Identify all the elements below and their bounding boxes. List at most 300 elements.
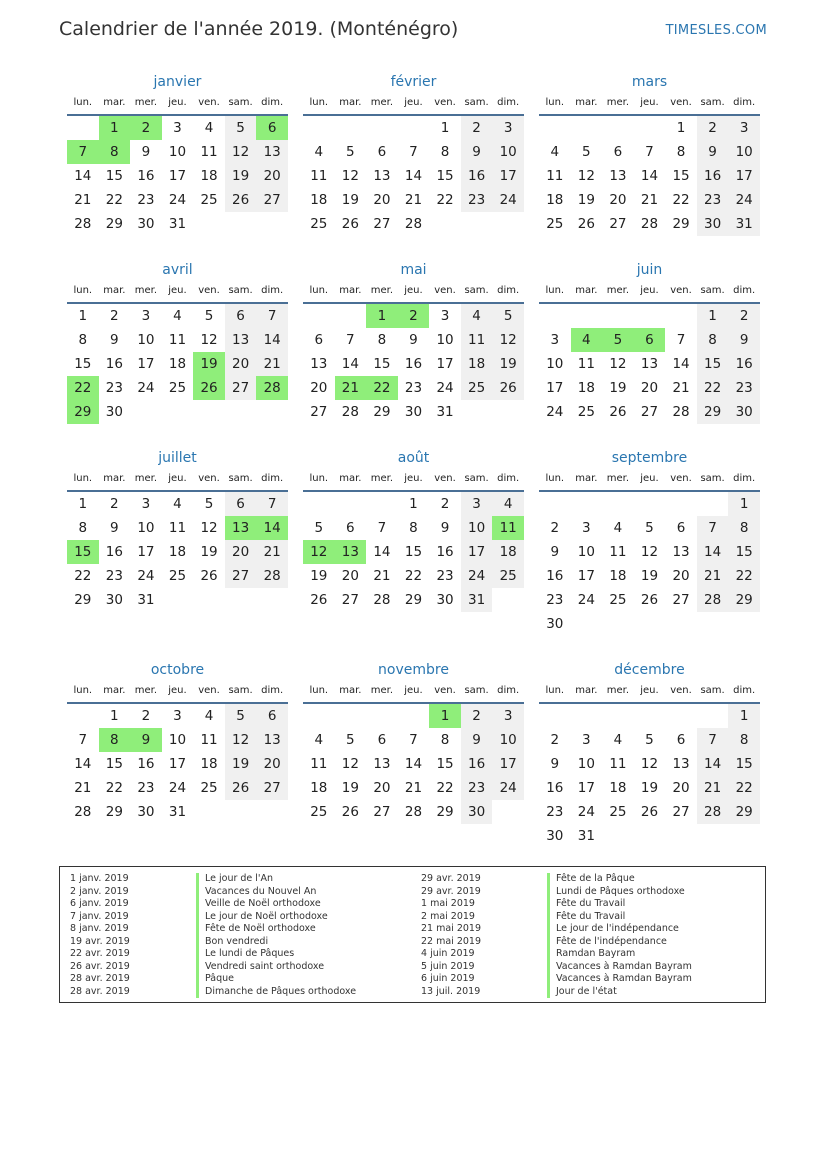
day-cell: 2 — [398, 304, 430, 328]
day-cell: 19 — [640, 568, 659, 584]
day-cell: 26 — [341, 804, 359, 820]
day-cell: 31 — [168, 216, 187, 232]
week-row — [539, 304, 760, 328]
weekday-label: jeu. — [404, 473, 423, 484]
day-cell: 18 — [168, 356, 187, 372]
day-cell: 11 — [609, 544, 627, 560]
day-cell: 19 — [310, 568, 328, 584]
legend-date: 29 avr. 2019 — [421, 873, 481, 884]
legend-row — [411, 923, 692, 936]
month-calendar — [67, 658, 288, 848]
day-cell: 19 — [225, 164, 257, 188]
legend-date: 28 avr. 2019 — [70, 985, 130, 997]
weekday-label: dim. — [261, 97, 284, 108]
week-row — [303, 492, 524, 516]
day-cell: 24 — [728, 188, 760, 212]
empty-cell — [67, 704, 99, 728]
day-cell: 28 — [256, 564, 288, 588]
day-cell: 17 — [168, 168, 187, 184]
day-cell: 10 — [461, 516, 493, 540]
empty-cell — [303, 304, 335, 328]
day-cell: 9 — [110, 332, 119, 348]
day-cell: 6 — [613, 144, 623, 160]
day-cell: 26 — [225, 776, 257, 800]
weekday-label: mer. — [134, 685, 158, 696]
weekday-label: dim. — [497, 285, 520, 296]
week-row — [303, 704, 524, 728]
day-cell: 4 — [173, 496, 182, 512]
weekday-label: mer. — [370, 685, 394, 696]
weekday-header — [303, 470, 524, 492]
day-cell: 15 — [728, 540, 760, 564]
empty-cell — [571, 612, 603, 636]
day-cell: 22 — [67, 376, 99, 400]
day-cell: 28 — [74, 216, 92, 232]
day-cell: 28 — [697, 800, 729, 824]
day-cell: 20 — [310, 380, 328, 396]
weekday-label: lun. — [545, 473, 565, 484]
day-cell: 14 — [256, 516, 288, 540]
day-cell: 27 — [373, 216, 391, 232]
weekday-label: sam. — [464, 285, 489, 296]
weekday-label: dim. — [497, 685, 520, 696]
day-cell: 16 — [728, 352, 760, 376]
day-cell: 27 — [672, 804, 690, 820]
day-cell: 11 — [310, 756, 328, 772]
day-cell: 7 — [676, 332, 686, 348]
week-row — [67, 564, 288, 588]
day-cell: 28 — [640, 216, 659, 232]
weekday-label: jeu. — [404, 685, 423, 696]
weekday-label: lun. — [73, 97, 93, 108]
day-cell: 20 — [373, 192, 391, 208]
day-cell: 15 — [697, 352, 729, 376]
empty-cell — [634, 492, 666, 516]
legend-date: 13 juil. 2019 — [421, 985, 481, 997]
day-cell: 18 — [168, 544, 187, 560]
legend-holiday-name: Bon vendredi — [196, 936, 268, 949]
empty-cell — [303, 704, 335, 728]
day-cell: 24 — [492, 188, 524, 212]
week-row — [303, 140, 524, 164]
weekday-label: sam. — [464, 473, 489, 484]
day-cell: 2 — [461, 116, 493, 140]
day-cell: 12 — [225, 140, 257, 164]
week-row — [303, 164, 524, 188]
day-cell: 2 — [697, 116, 729, 140]
day-cell: 2 — [550, 520, 560, 536]
day-cell: 3 — [141, 496, 151, 512]
weekday-label: sam. — [700, 685, 725, 696]
legend-date: 6 janv. 2019 — [70, 898, 129, 909]
day-cell: 17 — [492, 164, 524, 188]
weekday-label: mer. — [134, 97, 158, 108]
legend-row — [411, 873, 692, 886]
day-cell: 9 — [461, 140, 493, 164]
month-calendar — [539, 446, 760, 658]
day-cell: 24 — [492, 776, 524, 800]
day-cell: 21 — [697, 776, 729, 800]
empty-cell — [303, 116, 335, 140]
week-row — [303, 776, 524, 800]
empty-cell — [665, 704, 697, 728]
day-cell: 25 — [609, 592, 627, 608]
day-cell: 24 — [168, 780, 187, 796]
day-cell: 1 — [78, 308, 88, 324]
day-cell: 4 — [571, 328, 603, 352]
legend-holiday-name: Pâque — [196, 973, 234, 986]
empty-cell — [225, 400, 257, 424]
day-cell: 6 — [676, 732, 686, 748]
weekday-label: sam. — [228, 285, 253, 296]
day-cell: 11 — [310, 168, 328, 184]
day-cell: 1 — [366, 304, 398, 328]
week-row — [67, 116, 288, 140]
day-cell: 11 — [461, 328, 493, 352]
day-cell: 14 — [697, 752, 729, 776]
day-cell: 23 — [404, 380, 423, 396]
site-link[interactable]: TIMESLES.COM — [665, 23, 767, 38]
day-cell: 28 — [404, 216, 423, 232]
empty-cell — [256, 212, 288, 236]
weekday-label: mar. — [575, 685, 598, 696]
day-cell: 25 — [310, 804, 328, 820]
day-cell: 4 — [314, 144, 324, 160]
day-cell: 29 — [728, 588, 760, 612]
day-cell: 15 — [67, 540, 99, 564]
empty-cell — [193, 800, 225, 824]
day-cell: 17 — [492, 752, 524, 776]
day-cell: 22 — [728, 776, 760, 800]
week-row — [303, 588, 524, 612]
day-cell: 27 — [256, 776, 288, 800]
weekday-label: dim. — [733, 685, 756, 696]
day-cell: 5 — [582, 144, 591, 160]
day-cell: 10 — [728, 140, 760, 164]
weekday-label: ven. — [434, 285, 456, 296]
weekday-header — [67, 470, 288, 492]
empty-cell — [728, 612, 760, 636]
day-cell: 16 — [461, 164, 493, 188]
legend-row — [60, 873, 356, 886]
week-row — [539, 540, 760, 564]
day-cell: 25 — [609, 804, 627, 820]
day-cell: 31 — [436, 404, 454, 420]
day-cell: 4 — [204, 708, 214, 724]
day-cell: 17 — [577, 780, 595, 796]
day-cell: 6 — [676, 520, 686, 536]
weekday-label: jeu. — [168, 97, 187, 108]
day-cell: 14 — [404, 168, 423, 184]
day-cell: 27 — [341, 592, 359, 608]
day-cell: 31 — [168, 804, 187, 820]
day-cell: 3 — [550, 332, 560, 348]
day-cell: 16 — [404, 356, 423, 372]
day-cell: 9 — [409, 332, 418, 348]
day-cell: 20 — [672, 780, 690, 796]
day-cell: 17 — [137, 356, 155, 372]
day-cell: 10 — [492, 728, 524, 752]
day-cell: 19 — [577, 192, 595, 208]
legend-holiday-name: Ramdan Bayram — [547, 948, 635, 961]
month-calendar — [67, 70, 288, 258]
day-cell: 31 — [137, 592, 155, 608]
day-cell: 22 — [672, 192, 690, 208]
day-cell: 29 — [697, 400, 729, 424]
empty-cell — [398, 116, 430, 140]
day-cell: 20 — [256, 752, 288, 776]
day-cell: 7 — [67, 140, 99, 164]
day-cell: 29 — [672, 216, 690, 232]
week-row — [67, 304, 288, 328]
empty-cell — [728, 824, 760, 848]
day-cell: 17 — [436, 356, 454, 372]
day-cell: 8 — [377, 332, 387, 348]
day-cell: 27 — [225, 376, 257, 400]
day-cell: 1 — [99, 116, 131, 140]
empty-cell — [634, 116, 666, 140]
day-cell: 15 — [436, 756, 454, 772]
day-cell: 12 — [341, 168, 359, 184]
day-cell: 24 — [436, 380, 454, 396]
weekday-label: jeu. — [640, 97, 659, 108]
day-cell: 7 — [78, 732, 88, 748]
day-cell: 26 — [609, 404, 627, 420]
week-row — [539, 400, 760, 424]
day-cell: 18 — [577, 380, 595, 396]
legend-holiday-name: Lundi de Pâques orthodoxe — [547, 886, 685, 899]
day-cell: 2 — [550, 732, 560, 748]
legend-date: 6 juin 2019 — [421, 973, 475, 984]
month-calendar — [539, 70, 760, 258]
legend-row — [411, 936, 692, 949]
day-cell: 2 — [440, 496, 450, 512]
day-cell: 19 — [193, 352, 225, 376]
day-cell: 3 — [492, 116, 524, 140]
day-cell: 2 — [728, 304, 760, 328]
weekday-label: ven. — [434, 473, 456, 484]
day-cell: 3 — [440, 308, 450, 324]
day-cell: 25 — [546, 216, 564, 232]
week-row — [539, 612, 760, 636]
week-row — [539, 164, 760, 188]
day-cell: 1 — [676, 120, 686, 136]
day-cell: 18 — [609, 780, 627, 796]
day-cell: 3 — [461, 492, 493, 516]
day-cell: 23 — [436, 568, 454, 584]
day-cell: 12 — [492, 328, 524, 352]
day-cell: 9 — [141, 144, 151, 160]
day-cell: 18 — [200, 756, 218, 772]
day-cell: 12 — [577, 168, 595, 184]
week-row — [303, 400, 524, 424]
month-calendar — [67, 446, 288, 658]
empty-cell — [665, 612, 697, 636]
day-cell: 22 — [366, 376, 398, 400]
day-cell: 30 — [105, 592, 123, 608]
day-cell: 6 — [256, 116, 288, 140]
day-cell: 9 — [440, 520, 450, 536]
month-name: février — [390, 74, 437, 90]
month-name: juillet — [158, 450, 197, 466]
day-cell: 15 — [672, 168, 690, 184]
legend-holiday-name: Vacances à Ramdan Bayram — [547, 961, 692, 974]
day-cell: 11 — [577, 356, 595, 372]
day-cell: 24 — [577, 804, 595, 820]
empty-cell — [492, 400, 524, 424]
day-cell: 21 — [404, 192, 423, 208]
day-cell: 25 — [461, 376, 493, 400]
weekday-label: sam. — [700, 97, 725, 108]
day-cell: 19 — [609, 380, 627, 396]
day-cell: 27 — [310, 404, 328, 420]
day-cell: 8 — [676, 144, 686, 160]
day-cell: 28 — [256, 376, 288, 400]
day-cell: 31 — [461, 588, 493, 612]
month-name: avril — [162, 262, 193, 278]
day-cell: 20 — [225, 540, 257, 564]
weekday-label: mer. — [606, 685, 630, 696]
day-cell: 28 — [341, 404, 359, 420]
day-cell: 11 — [200, 144, 218, 160]
week-row — [67, 752, 288, 776]
legend-row — [411, 948, 692, 961]
day-cell: 21 — [335, 376, 367, 400]
day-cell: 8 — [78, 520, 88, 536]
day-cell: 25 — [200, 780, 218, 796]
week-row — [303, 516, 524, 540]
empty-cell — [335, 116, 367, 140]
day-cell: 9 — [697, 140, 729, 164]
day-cell: 7 — [645, 144, 654, 160]
day-cell: 10 — [137, 520, 155, 536]
week-row — [539, 752, 760, 776]
day-cell: 30 — [137, 804, 155, 820]
week-row — [539, 728, 760, 752]
month-name: août — [397, 450, 430, 466]
day-cell: 21 — [74, 192, 92, 208]
day-cell: 12 — [609, 356, 627, 372]
empty-cell — [429, 212, 461, 236]
week-row — [303, 304, 524, 328]
day-cell: 25 — [168, 568, 187, 584]
weekday-label: mer. — [370, 97, 394, 108]
day-cell: 27 — [609, 216, 627, 232]
day-cell: 28 — [74, 804, 92, 820]
day-cell: 12 — [640, 756, 659, 772]
empty-cell — [193, 400, 225, 424]
weekday-header — [539, 470, 760, 492]
legend-holiday-name: Vacances à Ramdan Bayram — [547, 973, 692, 986]
week-row — [67, 540, 288, 564]
day-cell: 19 — [200, 544, 218, 560]
day-cell: 22 — [436, 192, 454, 208]
day-cell: 11 — [492, 516, 524, 540]
day-cell: 9 — [130, 728, 162, 752]
week-row — [539, 516, 760, 540]
day-cell: 16 — [697, 164, 729, 188]
day-cell: 8 — [409, 520, 418, 536]
day-cell: 10 — [577, 756, 595, 772]
legend-holiday-name: Vendredi saint orthodoxe — [196, 961, 324, 974]
week-row — [67, 140, 288, 164]
day-cell: 8 — [99, 140, 131, 164]
week-row — [67, 188, 288, 212]
day-cell: 18 — [609, 568, 627, 584]
day-cell: 17 — [137, 544, 155, 560]
legend-holiday-name: Le jour de l'An — [196, 873, 273, 886]
day-cell: 13 — [672, 544, 690, 560]
day-cell: 7 — [697, 516, 729, 540]
day-cell: 15 — [373, 356, 391, 372]
weekday-label: dim. — [733, 97, 756, 108]
month-calendar — [303, 658, 524, 848]
week-row — [67, 352, 288, 376]
empty-cell — [461, 212, 493, 236]
weekday-label: lun. — [309, 285, 329, 296]
legend-row — [411, 961, 692, 974]
legend-holiday-name: Le jour de l'indépendance — [547, 923, 679, 936]
empty-cell — [193, 588, 225, 612]
day-cell: 1 — [728, 704, 760, 728]
day-cell: 8 — [728, 728, 760, 752]
day-cell: 15 — [436, 168, 454, 184]
empty-cell — [67, 116, 99, 140]
weekday-label: ven. — [670, 473, 692, 484]
weekday-label: mar. — [575, 97, 598, 108]
empty-cell — [256, 800, 288, 824]
day-cell: 23 — [137, 192, 155, 208]
day-cell: 6 — [225, 304, 257, 328]
day-cell: 23 — [137, 780, 155, 796]
weekday-label: ven. — [670, 97, 692, 108]
weekday-label: mar. — [103, 285, 126, 296]
day-cell: 24 — [137, 380, 155, 396]
weekday-label: mer. — [606, 97, 630, 108]
day-cell: 10 — [577, 544, 595, 560]
day-cell: 7 — [409, 144, 418, 160]
weekday-label: jeu. — [640, 473, 659, 484]
month-name: octobre — [150, 662, 205, 678]
day-cell: 17 — [461, 540, 493, 564]
legend-column-left — [60, 873, 356, 998]
legend-date: 2 janv. 2019 — [70, 885, 129, 897]
week-row — [539, 376, 760, 400]
day-cell: 30 — [436, 592, 454, 608]
day-cell: 18 — [461, 352, 493, 376]
day-cell: 21 — [672, 380, 690, 396]
empty-cell — [571, 116, 603, 140]
day-cell: 3 — [173, 708, 182, 724]
day-cell: 21 — [373, 568, 391, 584]
legend-date: 7 janv. 2019 — [70, 910, 129, 922]
weekday-label: mer. — [134, 473, 158, 484]
legend-holiday-name: Veille de Noël orthodoxe — [196, 898, 321, 911]
weekday-label: mer. — [370, 285, 394, 296]
day-cell: 29 — [105, 804, 123, 820]
month-name: janvier — [153, 74, 202, 90]
empty-cell — [571, 704, 603, 728]
month-calendar — [67, 258, 288, 446]
day-cell: 29 — [728, 800, 760, 824]
empty-cell — [665, 824, 697, 848]
empty-cell — [398, 704, 430, 728]
weekday-label: lun. — [545, 285, 565, 296]
day-cell: 13 — [225, 328, 257, 352]
day-cell: 25 — [577, 404, 595, 420]
weekday-label: jeu. — [168, 473, 187, 484]
weekday-header — [303, 94, 524, 116]
